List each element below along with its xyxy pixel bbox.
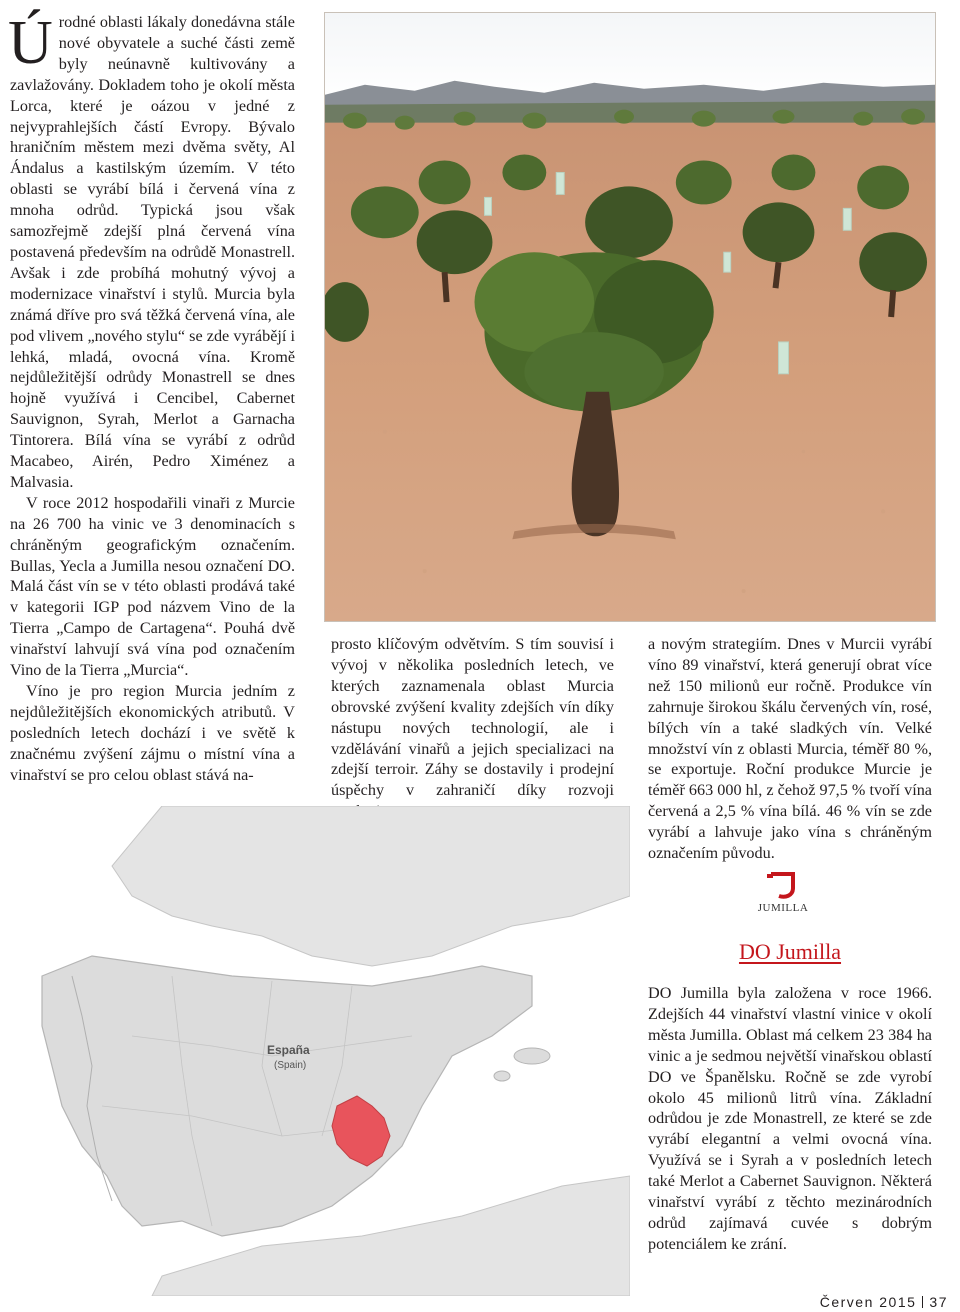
map-label-country-en: (Spain) xyxy=(274,1060,307,1071)
page-footer xyxy=(820,1294,948,1310)
left-column xyxy=(8,9,295,786)
jumilla-paragraph-1: DO Jumilla byla založena v roce 1966. Zdejších 44 vinařství vlastní vinice v okolí města Jumilla. Oblast má celkem 23 384 ha vinic a je sedmou největší vinařskou oblastí DO ve Španělsku. Ročně se zde vyrobí okolo 45 milionů litrů vína. Základní odrůdou je zde Monastrell, ze které se zde vyrábí elegantní a velmi ovocná vína. Využívá se i Syrah a v posledních letech také Merlot a Cabernet Sauvignon. Některá vinařství vyrábí z těchto mezinárodních odrůd zajímavá cuvée s dobrým potenciálem ke zrání. xyxy=(648,984,932,1253)
jumilla-text xyxy=(648,983,932,1255)
vineyard-photo xyxy=(324,12,936,622)
middle-paragraph-1: prosto klíčovým odvětvím. S tím souvisí i vývoj v několika posledních letech, ve kterých zaznamenala oblast Murcia obrovské zvýšení kvality zdejších vín díky nástupu nových technologií, ale i vzdělávání vinařů a jejich specializaci na zdejší terroir. Záhy se dostavily i prodejní úspěchy v zahraničí díky rozvoji xyxy=(331,635,614,800)
left-paragraph-2: V roce 2012 hospodařili vinaři z Murcie na 26 700 ha vinic ve 3 denominacích s chráněným geografickým označením. Bullas, Yecla a Jumilla nesou označení DO. Malá část vín se v této oblasti prodává také v kategorii IGP pod názvem Vino de la Tierra „Campo de Cartagena“. Pouhá dvě vinařství lahvují svá vína pod označením Vino de la Tierra „Murcia“. xyxy=(10,493,295,680)
left-paragraph-1: rodné oblasti lákaly donedávna stále nové obyvatele a suché části země byly neúnavně kultivovány a zavlažovány. Dokladem toho je okolí města Lorca, které je oázou v jedné z nejvyprahlejších částí Evropy. Bývalo hraničním městem mezi dvěma světy, Al Ándalus a kastilským územím. V této oblasti se vyrábí bílá i červená vína z mnoha odrůd. Typická jsou však samozřejmě zdejší plná červená vína postavená především na odrůdě Monastrell. Avšak i zde probíhá mohutný vývoj a modernizace vinařství i stylů. Murcia byla známá dříve pro svá těžká červená vína, ale pod vlivem „nového stylu“ se zde vyrábějí i lehká, mladá, ovocná vína. Kromě nejdůležitější odrůdy Monastrell se dnes hojně využívá i Cencibel, Cabernet Sauvignon, Syrah, Merlot a Garnacha Tintorera. Bílá vína se vyrábí z odrůd Macabeo, Airén, Pedro Ximénez a Malvasia. xyxy=(10,13,295,491)
drop-cap: Ú xyxy=(8,9,53,77)
map-label-country: España xyxy=(267,1043,310,1057)
left-paragraph-3: Víno je pro region Murcia jedním z nejdůležitějších ekonomických atributů. V posledních letech dochází i ve světě k značnému zvýšení zájmu o místní vína a vinařství se pro celou oblast stává na- xyxy=(10,682,295,784)
section-heading-do-jumilla: DO Jumilla xyxy=(738,939,842,964)
right-paragraph-1: a novým strategiím. Dnes v Murcii vyrábí víno 89 vinařství, která generují obrat více než 150 milionů eur ročně. Produkce vín zahrnuje širokou škálu červených vín, rosé, bílých vín a také sladkých vín. Velké množství vín z oblasti Murcia, téměř 80 %, se exportuje. Roční produkce Murcie je téměř 663 000 hl, z čehož 97,5 % tvoří vína červená a 2,5 % vína bílá. 46 % vín se zde vyrábí a lahvuje jako vína s chráněným označením původu. xyxy=(648,635,932,863)
jumilla-logo-text: JUMILLA xyxy=(757,902,809,914)
page-number: 37 xyxy=(929,1294,948,1310)
jumilla-logo xyxy=(738,870,828,932)
middle-column xyxy=(331,634,614,822)
footer-month-year: Červen 2015 xyxy=(819,1294,917,1310)
right-column xyxy=(648,634,932,864)
footer-separator xyxy=(922,1296,923,1308)
jumilla-logo-mark xyxy=(763,870,803,900)
iberia-map xyxy=(12,806,630,1296)
map-illustration xyxy=(12,806,630,1296)
vineyard-illustration xyxy=(325,13,935,621)
